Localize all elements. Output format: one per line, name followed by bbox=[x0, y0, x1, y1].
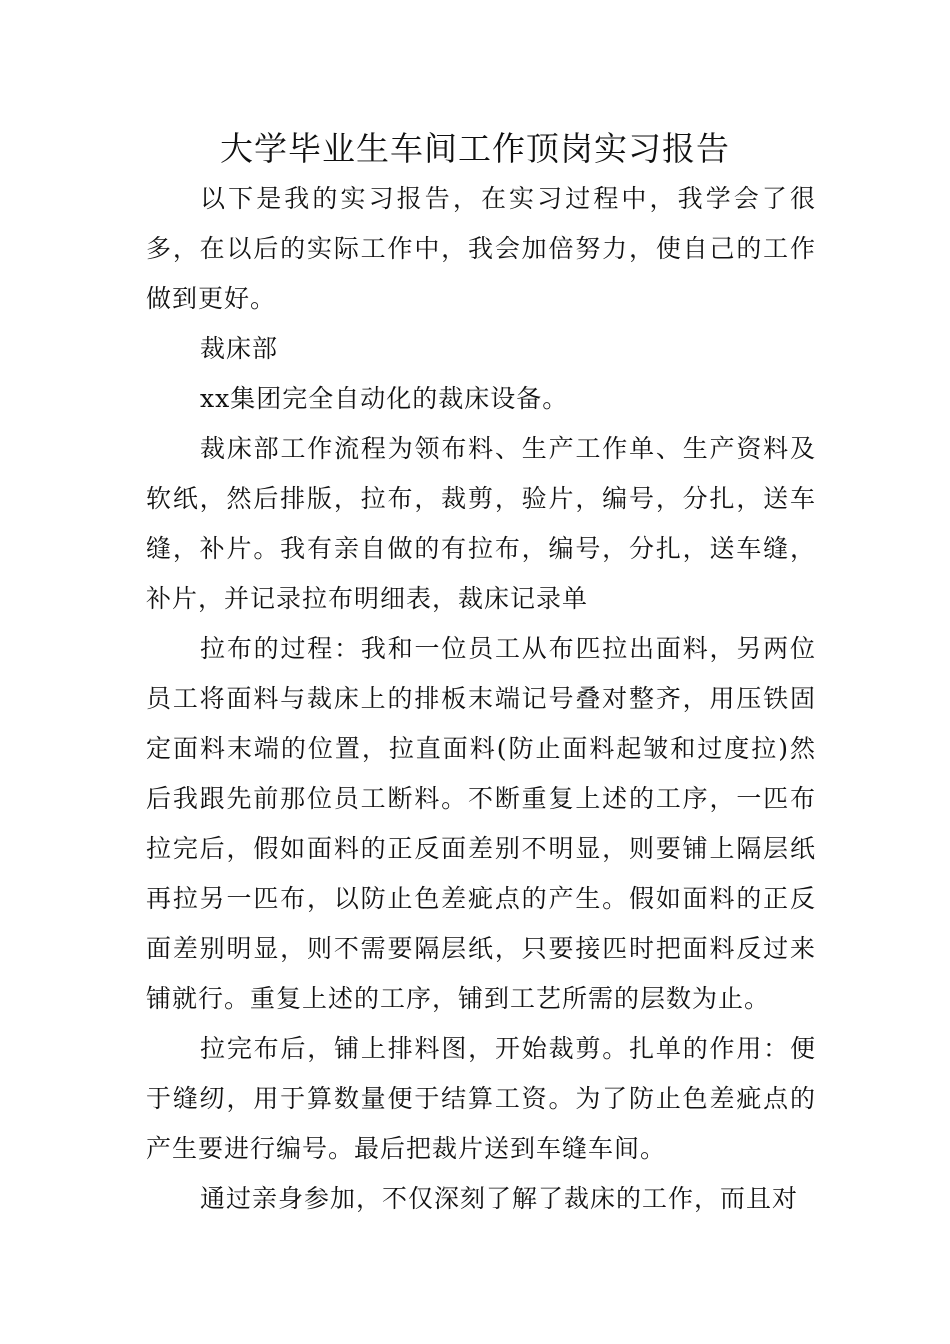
paragraph-equipment: xx集团完全自动化的裁床设备。 bbox=[200, 384, 569, 413]
document-title: 大学毕业生车间工作顶岗实习报告 bbox=[220, 129, 730, 168]
paragraph-conclusion: 通过亲身参加，不仅深刻了解了裁床的工作，而且对 bbox=[200, 1184, 799, 1213]
paragraph-workflow: 裁床部工作流程为领布料、生产工作单、生产资料及软纸，然后排版，拉布，裁剪，验片，编号，分扎，送车缝，补片。我有亲自做的有拉布，编号，分扎，送车缝，补片，并记录拉布明细表，裁床记录单 bbox=[146, 434, 816, 613]
paragraph-section-heading: 裁床部 bbox=[200, 334, 279, 363]
paragraph-cutting: 拉完布后，铺上排料图，开始裁剪。扎单的作用：便于缝纫，用于算数量便于结算工资。为了防止色差疵点的产生要进行编号。最后把裁片送到车缝车间。 bbox=[146, 1034, 816, 1163]
document-body bbox=[146, 174, 816, 1224]
paragraph-spreading-process: 拉布的过程：我和一位员工从布匹拉出面料，另两位员工将面料与裁床上的排板末端记号叠对整齐，用压铁固定面料末端的位置，拉直面料(防止面料起皱和过度拉)然后我跟先前那位员工断料。不断重复上述的工序，一匹布拉完后，假如面料的正反面差别不明显，则要铺上隔层纸再拉另一匹布，以防止色差疵点的产生。假如面料的正反面差别明显，则不需要隔层纸，只要接匹时把面料反过来铺就行。重复上述的工序，铺到工艺所需的层数为止。 bbox=[146, 634, 816, 1013]
paragraph-intro: 以下是我的实习报告，在实习过程中，我学会了很多，在以后的实际工作中，我会加倍努力，使自己的工作做到更好。 bbox=[146, 184, 816, 313]
